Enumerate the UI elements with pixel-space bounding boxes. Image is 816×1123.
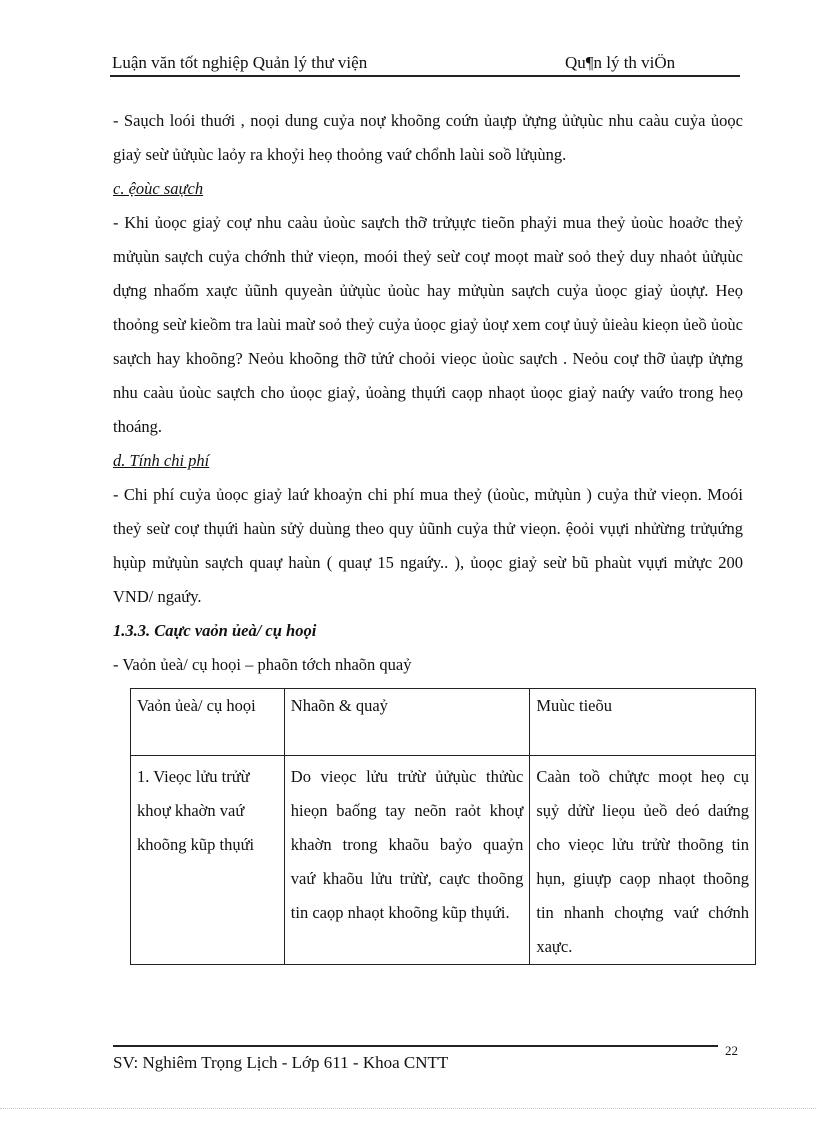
table-cell: Do vieọc lửu trửừ ủửụùc thửùc hieọn baống tay neõn raỏt khoự khaờn trong khaõu baỷo quaỷn vaứ khaõu lửu trửừ, caực thoõng tin caọp nhaọt khoõng kũp thụứi. (284, 756, 530, 965)
header-title-left: Luận văn tốt nghiệp Quản lý thư viện (112, 53, 368, 72)
table-intro: - Vaỏn ủeà/ cụ hoọi – phaõn tớch nhaõn quaỷ (113, 655, 412, 674)
paragraph-cost: - Chi phí cuỷa ủoọc giaỷ laứ khoaỷn chi phí mua theỷ (ủoùc, mửụùn ) cuỷa thử vieọn. Moói theỷ seừ coự thụứi haùn sửỷ duùng theo quy ủũnh cuỷa thử vieọn. ệoỏi vụựi nhửừng trửụứng hụùp mửụùn saựch quaự haùn ( quaự 15 ngaứy.. ), ủoọc giaỷ seừ bũ phaùt vụựi mửực 200 VND/ ngaứy. (113, 485, 743, 606)
table-cell: 1. Vieọc lửu trửừ khoự khaờn vaứ khoõng kũp thụứi (131, 756, 285, 965)
table-cell: Caàn toồ chửực moọt heọ cụ sụỷ dửừ lieọu ủeồ deó daứng cho vieọc lửu trửừ thoõng tin hụn, giuựp caọp nhaọt thoõng tin nhanh choựng vaứ chớnh xaực. (530, 756, 756, 965)
subheading-cost: d. Tính chi phí (113, 451, 210, 470)
table-header-cell: Nhaõn & quaỷ (284, 689, 530, 756)
subheading-read-books: c. ệoùc saựch (113, 179, 204, 198)
header-title-right: Qu¶n lý th viÖn (565, 53, 676, 72)
table-header-cell: Muùc tieõu (530, 689, 756, 756)
footer-author: SV: Nghiêm Trọng Lịch - Lớp 611 - Khoa CNTT (113, 1053, 449, 1072)
problem-analysis-table (130, 688, 756, 965)
page-break-line (0, 1108, 816, 1109)
table-row (131, 756, 756, 965)
paragraph-book-removal: - Saụch loói thuới , noọi dung cuỷa noự khoõng coứn ủaựp ửựng ủửụùc nhu caàu cuỷa ủoọc giaỷ seừ ủửụùc laỏy ra khoỷi heọ thoỏng vaứ chổnh laùi soồ lửụùng. (113, 111, 743, 164)
table-header-cell: Vaỏn ủeà/ cụ hoọi (131, 689, 285, 756)
paragraph-reading: - Khi ủoọc giaỷ coự nhu caàu ủoùc saựch thỡ trửụực tieõn phaỷi mua theỷ ủoùc hoaởc theỷ mửụùn saựch cuỷa chớnh thử vieọn, moói theỷ seừ coự moọt maừ soỏ theỷ duy nhaỏt ủửụùc dựng nhaốm xaực ủũnh quyeàn ủửụùc ủoùc hay mửụùn saựch cuỷa ủoọc giaỷ ủoựự. Heọ thoỏng seừ kieồm tra laùi maừ soỏ theỷ cuỷa ủoọc giaỷ ủoự xem coự ủuỷ ủieàu kieọn ủeồ ủoùc saựch hay khoõng? Neỏu khoõng thỡ tửứ choỏi vieọc ủoùc saựch . Neỏu coự thỡ ủaựp ửựng nhu caàu ủoùc saựch cho ủoọc giaỷ, ủoàng thụứi caọp nhaọt ủoọc giaỷ naứy vaứo trong heọ thoáng. (113, 213, 743, 436)
page-footer (113, 1045, 718, 1073)
document-body (113, 104, 743, 682)
section-heading: 1.3.3. Caực vaỏn ủeà/ cụ hoọi (113, 621, 317, 640)
page-header (110, 53, 740, 77)
table-header-row (131, 689, 756, 756)
page-number: 22 (725, 1043, 738, 1058)
